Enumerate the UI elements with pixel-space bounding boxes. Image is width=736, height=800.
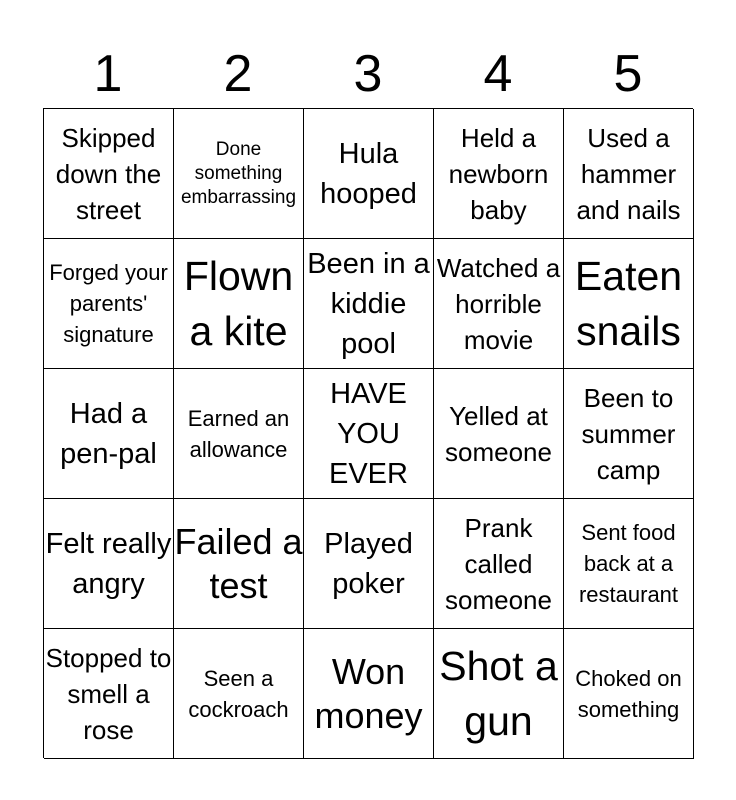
bingo-cell[interactable] (564, 629, 694, 759)
bingo-cell[interactable] (304, 499, 434, 629)
cell-text: Shot a gun (439, 642, 558, 744)
bingo-cell[interactable] (434, 629, 564, 759)
column-header: 1 (93, 45, 123, 103)
cell-text: Flown a kite (183, 252, 294, 354)
cell-text: Yelled at someone (445, 400, 552, 467)
column-headers (43, 40, 693, 108)
cell-text: Hula hooped (320, 137, 417, 210)
cell-text: Eaten snails (574, 252, 683, 354)
cell-text: Prank called someone (445, 512, 552, 615)
bingo-cell[interactable] (44, 629, 174, 759)
cell-text: Failed a test (174, 520, 303, 606)
bingo-cell[interactable] (564, 239, 694, 369)
bingo-cell[interactable] (174, 369, 304, 499)
bingo-cell[interactable] (174, 499, 304, 629)
bingo-cell[interactable] (174, 629, 304, 759)
cell-text: Won money (314, 650, 423, 736)
cell-text: Earned an allowance (187, 405, 290, 462)
bingo-cell[interactable] (564, 109, 694, 239)
bingo-cell[interactable] (304, 239, 434, 369)
column-header: 4 (483, 45, 513, 103)
cell-text: Used a hammer and nails (576, 122, 681, 225)
cell-text: Forged your parents' signature (49, 260, 168, 347)
cell-text: Done something embarrassing (180, 138, 297, 208)
bingo-cell[interactable] (44, 109, 174, 239)
cell-text: Sent food back at a restaurant (578, 520, 679, 607)
bingo-cell[interactable] (174, 109, 304, 239)
cell-text: Seen a cockroach (188, 665, 289, 722)
free-space-cell[interactable] (304, 369, 434, 499)
column-header: 2 (223, 45, 253, 103)
bingo-cell[interactable] (564, 499, 694, 629)
column-header: 3 (353, 45, 383, 103)
bingo-cell[interactable] (44, 239, 174, 369)
cell-text: Been to summer camp (581, 382, 676, 485)
cell-text: Watched a horrible movie (436, 252, 561, 355)
cell-text: Held a newborn baby (448, 122, 549, 225)
bingo-cell[interactable] (434, 239, 564, 369)
cell-text: Choked on something (575, 665, 682, 722)
bingo-cell[interactable] (44, 369, 174, 499)
cell-text: Felt really angry (45, 527, 172, 600)
cell-text: Been in a kiddie pool (307, 247, 430, 360)
free-space-text: HAVE YOU EVER (329, 377, 408, 490)
bingo-cell[interactable] (564, 369, 694, 499)
bingo-cell[interactable] (434, 499, 564, 629)
bingo-cell[interactable] (304, 109, 434, 239)
cell-text: Played poker (324, 527, 413, 600)
column-header: 5 (613, 45, 643, 103)
bingo-cell[interactable] (434, 369, 564, 499)
bingo-board (43, 108, 693, 758)
cell-text: Had a pen-pal (60, 397, 157, 470)
cell-text: Stopped to smell a rose (45, 642, 172, 745)
bingo-cell[interactable] (44, 499, 174, 629)
bingo-cell[interactable] (434, 109, 564, 239)
bingo-cell[interactable] (304, 629, 434, 759)
cell-text: Skipped down the street (55, 122, 162, 225)
bingo-cell[interactable] (174, 239, 304, 369)
